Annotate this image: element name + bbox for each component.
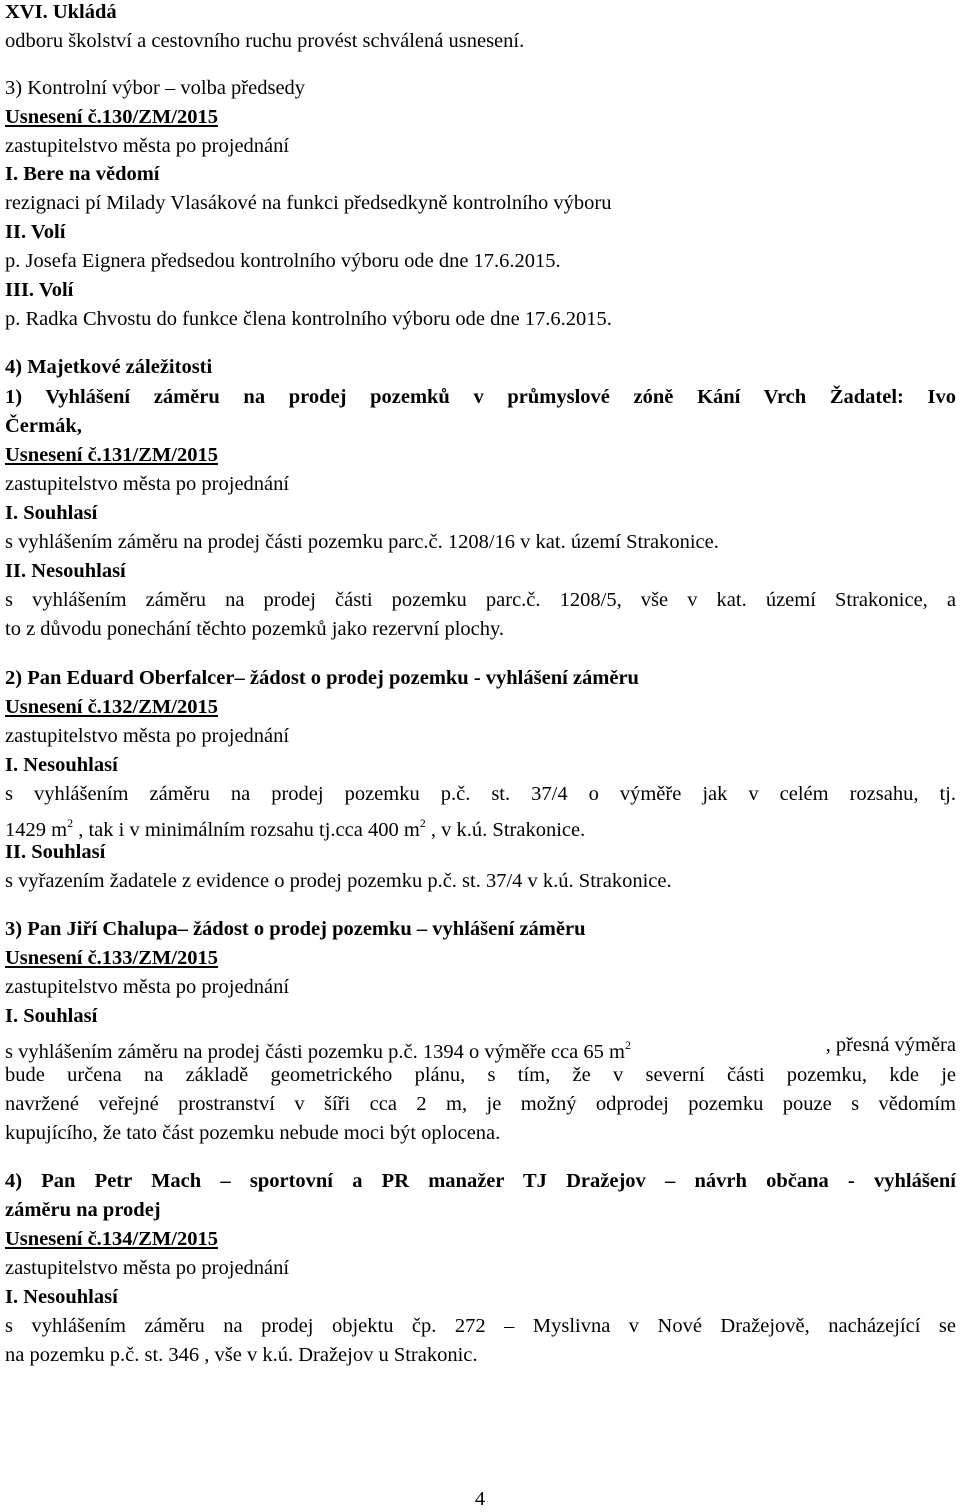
point-text: s vyhlášením záměru na prodej části pozemku parc.č. 1208/16 v kat. území Strakonice. [5, 531, 719, 553]
point-text-continued: bude určena na základě geometrického plánu, s tím, že v severní části pozemku, kde je [5, 1064, 956, 1086]
point-label: I. Souhlasí [5, 1005, 98, 1027]
point-text-continued: navržené veřejné prostranství v šíři cca 2 m, je možný odprodej pozemku pouze s vědomím [5, 1093, 956, 1115]
text-run: , v k.ú. Strakonice. [425, 819, 586, 841]
point-text: p. Josefa Eignera předsedou kontrolního výboru ode dne 17.6.2015. [5, 250, 561, 272]
item-heading-continued: záměru na prodej [5, 1199, 161, 1221]
text-run: , tak i v minimálním rozsahu tj.cca 400 m [73, 819, 420, 841]
item-heading: 4) Pan Petr Mach – sportovní a PR manažer TJ Dražejov – návrh občana - vyhlášení [5, 1170, 956, 1192]
superscript: 2 [67, 816, 74, 830]
text-run: s vyhlášením záměru na prodej části pozemku p.č. 1394 o výměře cca 65 $m^2$ [5, 1038, 631, 1063]
point-label: II. Nesouhlasí [5, 560, 126, 582]
item-heading: 3) Pan Jiří Chalupa– žádost o prodej pozemku – vyhlášení záměru [5, 918, 586, 940]
point-text-continued: na pozemku p.č. st. 346 , vše v k.ú. Dražejov u Strakonic. [5, 1344, 478, 1366]
point-text: p. Radka Chvostu do funkce člena kontrolního výboru ode dne 17.6.2015. [5, 308, 612, 330]
resolution-number: Usnesení č.134/ZM/2015 [5, 1228, 218, 1250]
point-text-continued: to z důvodu ponechání těchto pozemků jako rezervní plochy. [5, 618, 505, 640]
point-text: s vyřazením žadatele z evidence o prodej pozemku p.č. st. 37/4 v k.ú. Strakonice. [5, 870, 672, 892]
intro-text: zastupitelstvo města po projednání [5, 135, 290, 157]
paragraph: odboru školství a cestovního ruchu provést schválená usnesení. [5, 30, 525, 52]
intro-text: zastupitelstvo města po projednání [5, 1257, 290, 1279]
point-label: I. Nesouhlasí [5, 1286, 118, 1308]
point-label: I. Souhlasí [5, 502, 98, 524]
intro-text: zastupitelstvo města po projednání [5, 473, 290, 495]
point-label: I. Bere na vědomí [5, 163, 160, 185]
intro-text: zastupitelstvo města po projednání [5, 976, 290, 998]
point-label: I. Nesouhlasí [5, 754, 118, 776]
item-heading: 1) Vyhlášení záměru na prodej pozemků v průmyslové zóně Kání Vrch Žadatel: Ivo [5, 386, 956, 408]
text-run: , přesná výměra [825, 1034, 956, 1056]
point-text: s vyhlášením záměru na prodej objektu čp. 272 – Myslivna v Nové Dražejově, nacházející se [5, 1315, 956, 1337]
resolution-number: Usnesení č.133/ZM/2015 [5, 947, 218, 969]
point-label: III. Volí [5, 279, 74, 301]
item-heading: 2) Pan Eduard Oberfalcer– žádost o prodej pozemku - vyhlášení záměru [5, 667, 639, 689]
section-heading: 4) Majetkové záležitosti [5, 356, 213, 378]
superscript: 2 [624, 1038, 631, 1052]
point-text [5, 1032, 956, 1065]
intro-text: zastupitelstvo města po projednání [5, 725, 290, 747]
point-text: rezignaci pí Milady Vlasákové na funkci předsedkyně kontrolního výboru [5, 192, 612, 214]
point-text: s vyhlášením záměru na prodej části pozemku parc.č. 1208/5, vše v kat. území Strakonice, a [5, 589, 956, 611]
item-heading-continued: Čermák, [5, 415, 82, 437]
section-heading: XVI. Ukládá [5, 1, 117, 23]
point-label: II. Volí [5, 221, 66, 243]
resolution-number: Usnesení č.132/ZM/2015 [5, 696, 218, 718]
resolution-number: Usnesení č.131/ZM/2015 [5, 444, 218, 466]
point-label: II. Souhlasí [5, 841, 106, 863]
text-run: 1429 m [5, 819, 68, 841]
point-text: s vyhlášením záměru na prodej pozemku p.č. st. 37/4 o výměře jak v celém rozsahu, tj. [5, 783, 956, 805]
superscript: 2 [419, 816, 426, 830]
resolution-number: Usnesení č.130/ZM/2015 [5, 106, 218, 128]
page-number: 4 [474, 1488, 486, 1510]
item-heading: 3) Kontrolní výbor – volba předsedy [5, 77, 306, 99]
point-text-continued: kupujícího, že tato část pozemku nebude moci být oplocena. [5, 1122, 501, 1144]
